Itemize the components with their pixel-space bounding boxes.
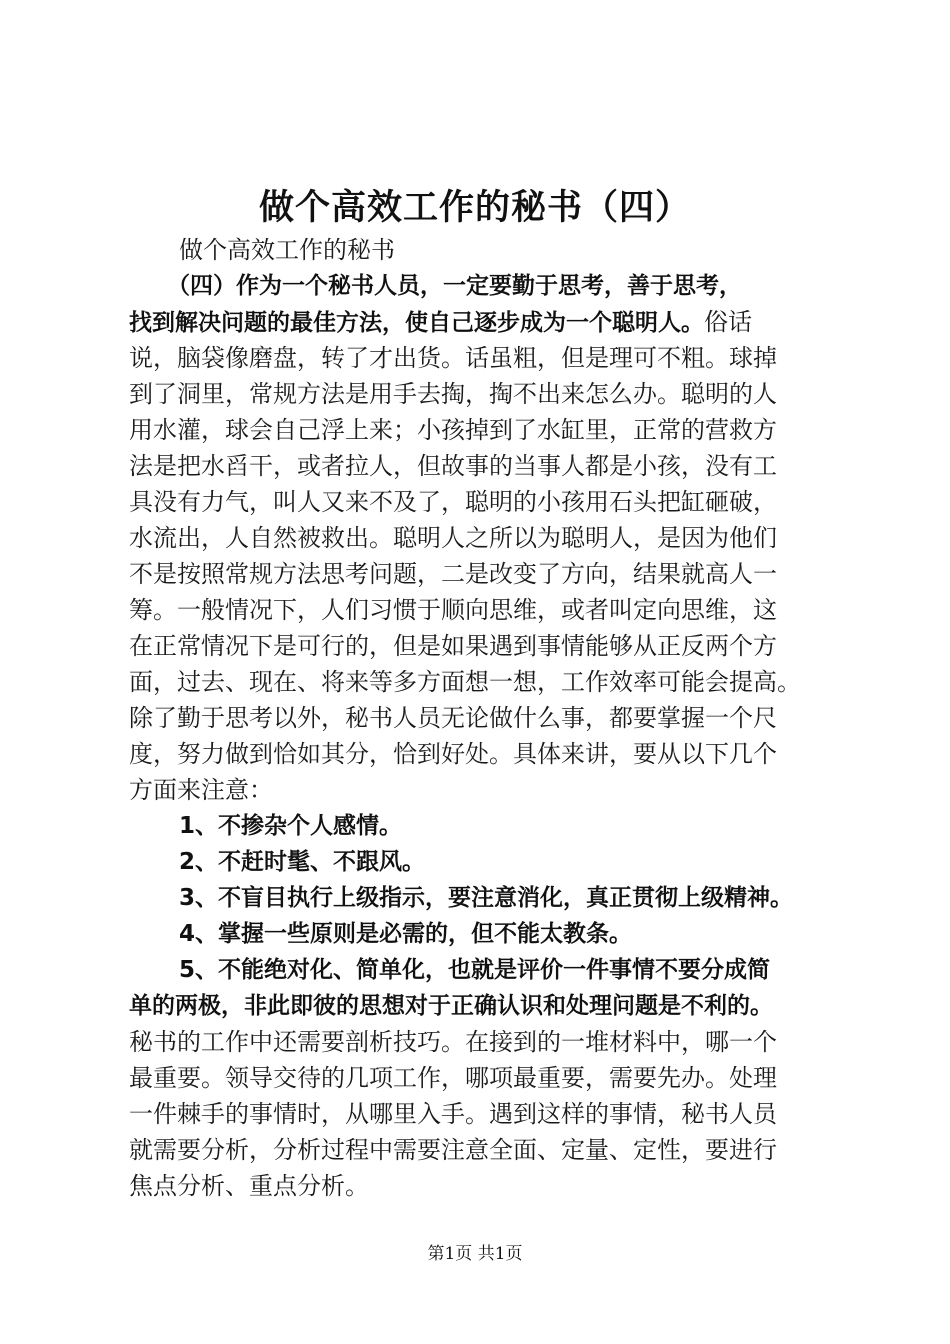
paragraph-1-bold-line: 找到解决问题的最佳方法，使自己逐步成为一个聪明人。 [129,310,704,336]
paragraph-1-line: 说，脑袋像磨盘，转了才出货。话虽粗，但是理可不粗。球掉 [129,344,777,372]
closing-paragraph-line: 秘书的工作中还需要剖析技巧。在接到的一堆材料中，哪一个 [129,1028,777,1056]
closing-paragraph-line: 焦点分析、重点分析。 [129,1172,369,1200]
closing-paragraph-line: 就需要分析，分析过程中需要注意全面、定量、定性，要进行 [129,1136,777,1164]
list-item-5-line: 单的两极，非此即彼的思想对于正确认识和处理问题是不利的。 [129,993,773,1019]
paragraph-1-bold-line: （四）作为一个秘书人员，一定要勤于思考，善于思考， [167,273,742,299]
list-item: 4、掌握一些原则是必需的，但不能太教条。 [179,921,633,947]
document-subtitle: 做个高效工作的秘书 [179,236,395,264]
paragraph-1-line: 面，过去、现在、将来等多方面想一想，工作效率可能会提高。 [129,668,801,696]
document-body [129,232,829,1204]
paragraph-1-line: 不是按照常规方法思考问题，二是改变了方向，结果就高人一 [129,560,777,588]
document-title: 做个高效工作的秘书（四） [258,187,691,228]
paragraph-1-line: 度，努力做到恰如其分，恰到好处。具体来讲，要从以下几个 [129,740,777,768]
paragraph-1-line: 法是把水舀干，或者拉人，但故事的当事人都是小孩，没有工 [129,452,777,480]
list-item-5-line: 5、不能绝对化、简单化，也就是评价一件事情不要分成简 [179,957,771,983]
list-item: 2、不赶时髦、不跟风。 [179,849,426,875]
paragraph-1-line: 用水灌，球会自己浮上来；小孩掉到了水缸里，正常的营救方 [129,416,777,444]
closing-paragraph-line: 一件棘手的事情时，从哪里入手。遇到这样的事情，秘书人员 [129,1100,777,1128]
paragraph-1-text: 俗话 [704,308,752,336]
page-number-footer: 第1页 共1页 [427,1244,523,1264]
paragraph-1-line: 具没有力气，叫人又来不及了，聪明的小孩用石头把缸砸破， [129,488,777,516]
paragraph-1-line: 方面来注意： [129,776,273,804]
paragraph-1-mixed-line [129,304,829,340]
paragraph-1-line: 在正常情况下是可行的，但是如果遇到事情能够从正反两个方 [129,632,777,660]
paragraph-1-line: 水流出，人自然被救出。聪明人之所以为聪明人，是因为他们 [129,524,777,552]
paragraph-1-line: 筹。一般情况下，人们习惯于顺向思维，或者叫定向思维，这 [129,596,777,624]
paragraph-1-line: 到了洞里，常规方法是用手去掏，掏不出来怎么办。聪明的人 [129,380,777,408]
list-item: 3、不盲目执行上级指示，要注意消化，真正贯彻上级精神。 [179,885,794,911]
paragraph-1-line: 除了勤于思考以外，秘书人员无论做什么事，都要掌握一个尺 [129,704,777,732]
closing-paragraph-line: 最重要。领导交待的几项工作，哪项最重要，需要先办。处理 [129,1064,777,1092]
list-item: 1、不掺杂个人感情。 [179,813,403,839]
